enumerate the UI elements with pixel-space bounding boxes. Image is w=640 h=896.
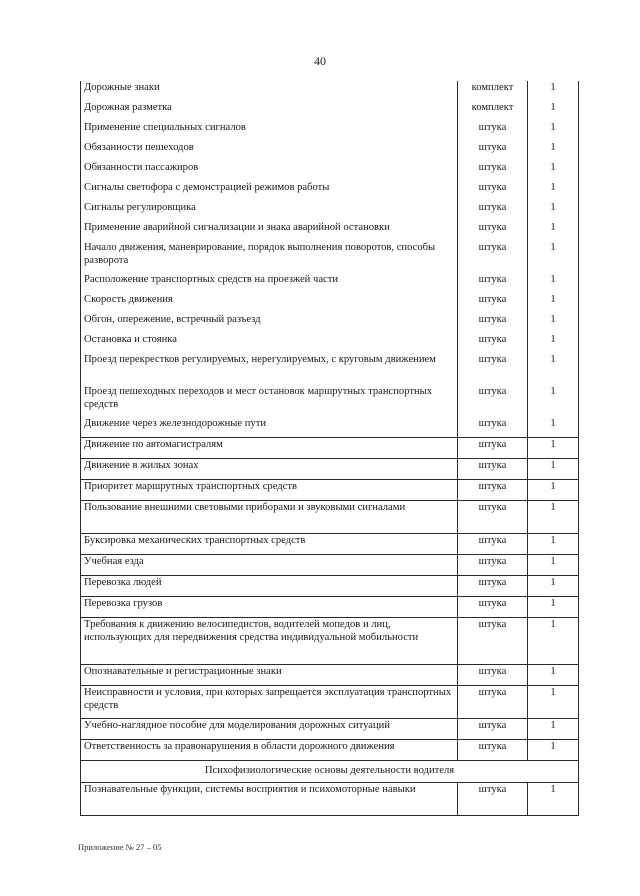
- table-row: [81, 438, 579, 459]
- item-quantity: 1: [528, 480, 579, 501]
- table-row: [81, 121, 579, 141]
- item-quantity: 1: [528, 459, 579, 480]
- item-quantity: 1: [528, 438, 579, 459]
- table-row: [81, 783, 579, 816]
- section-heading-row: [81, 761, 579, 783]
- table-row: [81, 333, 579, 353]
- item-quantity: 1: [528, 597, 579, 618]
- item-unit: штука: [458, 597, 528, 618]
- item-quantity: 1: [528, 273, 579, 293]
- table-row: [81, 273, 579, 293]
- item-name: Учебно-наглядное пособие для моделирования дорожных ситуаций: [81, 719, 458, 740]
- item-unit: штука: [458, 385, 528, 417]
- table-row: [81, 101, 579, 121]
- table-row: [81, 576, 579, 597]
- item-unit: комплект: [458, 81, 528, 101]
- table-row: [81, 618, 579, 665]
- table-row: [81, 353, 579, 385]
- item-name: Пользование внешними световыми приборами и звуковыми сигналами: [81, 501, 458, 534]
- item-quantity: 1: [528, 686, 579, 719]
- item-unit: штука: [458, 740, 528, 761]
- item-quantity: 1: [528, 81, 579, 101]
- table-row: [81, 293, 579, 313]
- item-unit: штука: [458, 293, 528, 313]
- item-quantity: 1: [528, 555, 579, 576]
- item-quantity: 1: [528, 101, 579, 121]
- item-quantity: 1: [528, 121, 579, 141]
- section-heading: Психофизиологические основы деятельности водителя: [81, 761, 579, 783]
- item-quantity: 1: [528, 719, 579, 740]
- item-name: Опознавательные и регистрационные знаки: [81, 665, 458, 686]
- item-unit: штука: [458, 618, 528, 665]
- table-row: [81, 480, 579, 501]
- item-name: Движение по автомагистралям: [81, 438, 458, 459]
- table-row: [81, 555, 579, 576]
- table-row: [81, 534, 579, 555]
- item-unit: штука: [458, 181, 528, 201]
- item-unit: штука: [458, 576, 528, 597]
- item-unit: штука: [458, 333, 528, 353]
- item-unit: штука: [458, 686, 528, 719]
- table-row: [81, 740, 579, 761]
- item-name: Буксировка механических транспортных средств: [81, 534, 458, 555]
- item-name: Перевозка грузов: [81, 597, 458, 618]
- item-unit: штука: [458, 201, 528, 221]
- item-unit: штука: [458, 273, 528, 293]
- item-name: Сигналы светофора с демонстрацией режимов работы: [81, 181, 458, 201]
- item-name: Расположение транспортных средств на проезжей части: [81, 273, 458, 293]
- item-name: Начало движения, маневрирование, порядок выполнения поворотов, способы разворота: [81, 241, 458, 273]
- item-name: Дорожная разметка: [81, 101, 458, 121]
- item-name: Остановка и стоянка: [81, 333, 458, 353]
- item-name: Требования к движению велосипедистов, водителей мопедов и лиц, использующих для передвижения средства индивидуальной мобильности: [81, 618, 458, 665]
- table-row: [81, 161, 579, 181]
- item-unit: штука: [458, 221, 528, 241]
- item-quantity: 1: [528, 141, 579, 161]
- page-number: 40: [314, 54, 326, 68]
- item-quantity: 1: [528, 333, 579, 353]
- table-row: [81, 241, 579, 273]
- table-row: [81, 459, 579, 480]
- item-quantity: 1: [528, 740, 579, 761]
- item-quantity: 1: [528, 241, 579, 273]
- item-quantity: 1: [528, 576, 579, 597]
- document-footer: Приложение № 27 – 05: [78, 842, 162, 852]
- item-unit: штука: [458, 783, 528, 816]
- item-quantity: 1: [528, 417, 579, 438]
- table-row: [81, 501, 579, 534]
- table-row: [81, 686, 579, 719]
- table-row: [81, 181, 579, 201]
- item-unit: штука: [458, 665, 528, 686]
- item-quantity: 1: [528, 161, 579, 181]
- table-row: [81, 81, 579, 101]
- table-row: [81, 201, 579, 221]
- equipment-table: [80, 81, 579, 816]
- item-quantity: 1: [528, 201, 579, 221]
- item-name: Неисправности и условия, при которых запрещается эксплуатация транспортных средств: [81, 686, 458, 719]
- item-quantity: 1: [528, 783, 579, 816]
- item-unit: штука: [458, 161, 528, 181]
- table-row: [81, 597, 579, 618]
- item-name: Обязанности пешеходов: [81, 141, 458, 161]
- item-quantity: 1: [528, 501, 579, 534]
- item-name: Приоритет маршрутных транспортных средств: [81, 480, 458, 501]
- item-quantity: 1: [528, 353, 579, 385]
- item-quantity: 1: [528, 181, 579, 201]
- table-row: [81, 313, 579, 333]
- item-unit: штука: [458, 555, 528, 576]
- item-name: Перевозка людей: [81, 576, 458, 597]
- item-name: Применение специальных сигналов: [81, 121, 458, 141]
- item-name: Проезд перекрестков регулируемых, нерегулируемых, с круговым движением: [81, 353, 458, 385]
- item-unit: штука: [458, 438, 528, 459]
- item-quantity: 1: [528, 665, 579, 686]
- item-quantity: 1: [528, 618, 579, 665]
- item-name: Проезд пешеходных переходов и мест остановок маршрутных транспортных средств: [81, 385, 458, 417]
- table-row: [81, 385, 579, 417]
- item-quantity: 1: [528, 313, 579, 333]
- item-quantity: 1: [528, 293, 579, 313]
- item-name: Обязанности пассажиров: [81, 161, 458, 181]
- item-name: Скорость движения: [81, 293, 458, 313]
- table-row: [81, 141, 579, 161]
- item-name: Познавательные функции, системы восприятия и психомоторные навыки: [81, 783, 458, 816]
- item-quantity: 1: [528, 221, 579, 241]
- item-name: Учебная езда: [81, 555, 458, 576]
- item-unit: штука: [458, 480, 528, 501]
- item-unit: штука: [458, 501, 528, 534]
- item-name: Дорожные знаки: [81, 81, 458, 101]
- table-row: [81, 221, 579, 241]
- table-row: [81, 417, 579, 438]
- item-unit: штука: [458, 417, 528, 438]
- table-row: [81, 665, 579, 686]
- item-unit: штука: [458, 141, 528, 161]
- item-name: Обгон, опережение, встречный разъезд: [81, 313, 458, 333]
- item-unit: штука: [458, 534, 528, 555]
- item-unit: штука: [458, 121, 528, 141]
- item-unit: комплект: [458, 101, 528, 121]
- item-name: Ответственность за правонарушения в области дорожного движения: [81, 740, 458, 761]
- item-name: Движение через железнодорожные пути: [81, 417, 458, 438]
- item-unit: штука: [458, 459, 528, 480]
- item-unit: штука: [458, 353, 528, 385]
- item-quantity: 1: [528, 534, 579, 555]
- item-unit: штука: [458, 313, 528, 333]
- table-row: [81, 719, 579, 740]
- item-unit: штука: [458, 719, 528, 740]
- item-name: Применение аварийной сигнализации и знака аварийной остановки: [81, 221, 458, 241]
- item-name: Сигналы регулировщика: [81, 201, 458, 221]
- item-quantity: 1: [528, 385, 579, 417]
- item-unit: штука: [458, 241, 528, 273]
- item-name: Движение в жилых зонах: [81, 459, 458, 480]
